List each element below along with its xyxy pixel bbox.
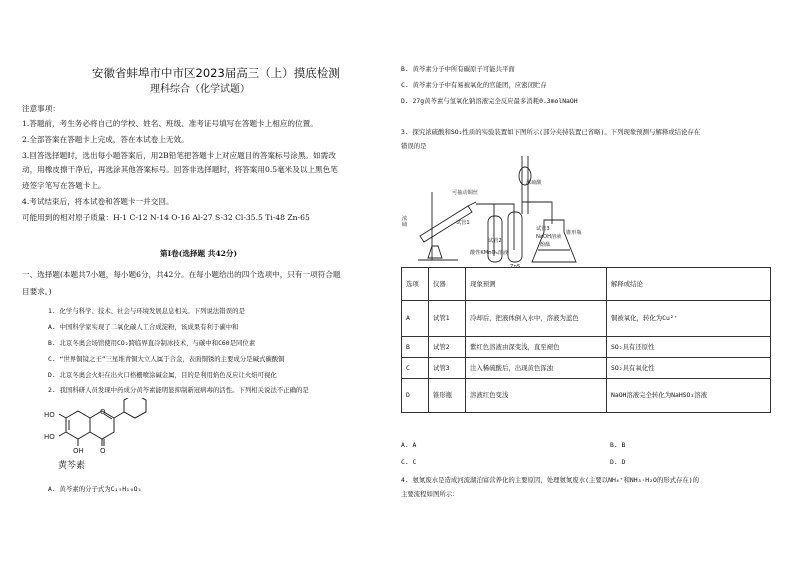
table-header-row [402, 268, 771, 301]
q2-option: A. 黄芩素的分子式为C₁₅H₁₀O₅ [48, 485, 142, 493]
table-row [402, 379, 771, 413]
table-cell: 紫红色溶液由深变浅，直至褪色 [466, 337, 607, 358]
label-phenol: 酚酞 [540, 242, 551, 248]
exam-subtitle: 理科综合（化学试题） [150, 84, 250, 95]
notice-item: 动，用橡皮擦干净后，再选涂其他答案标号。回答非选择题时，将答案用0.5毫米及以上黑色笔 [22, 165, 338, 174]
q3-answer: C. C [401, 458, 417, 466]
label-naoh: NaOH溶液 [536, 234, 562, 240]
label-kmno4: 酸性KMnO₄溶液 [470, 250, 509, 256]
label-acid: 浓硫酸 [526, 180, 542, 186]
table-cell: 铜被氧化，转化为Cu²⁺ [607, 301, 771, 337]
baicalein-label: 黄芩素 [58, 461, 86, 471]
table-cell: D [402, 379, 429, 413]
atomic-mass-line: 可能用到的相对原子质量：H-1 C-12 N-14 O-16 Al-27 S-32 Cl-35.5 Ti-48 Zn-65 [22, 213, 310, 222]
table-cell: 注入稀硫酸后，出现黄色浑浊 [466, 358, 607, 379]
header-cell: 选项 [402, 268, 429, 301]
table-cell: 溶液红色变浅 [466, 379, 607, 413]
label-flask: 锥形瓶 [566, 230, 582, 236]
table-cell: 试管2 [429, 337, 466, 358]
table-cell: SO₂具有还原性 [607, 337, 771, 358]
header-cell: 解释或结论 [607, 268, 771, 301]
table-cell: 试管1 [429, 301, 466, 337]
q4-stem: 主要流程如图所示： [401, 490, 459, 498]
q2-option: C. 黄芩素分子中有易被氧化的官能团，应密闭贮存 [401, 81, 547, 89]
instruction-line: 一、选择题(本题共7小题，每小题6分，共42分。在每小题给出的四个选项中，只有一项符合题 [22, 270, 341, 279]
q1-option: B. 北京冬奥会场馆使用CO₂跨临界直冷制冰技术，与碳中和C60是同位素 [48, 339, 256, 347]
notice-item: 迹签字笔写在答题卡上。 [22, 181, 106, 190]
q3-answer: A. A [401, 441, 417, 449]
label-stopcock: 可抽动铜丝 [452, 190, 478, 196]
header-cell: 现象预测 [466, 268, 607, 301]
q3-stem: 错误的是 [401, 142, 427, 150]
q2-option: B. 黄芩素分子中所有碳原子可能共平面 [401, 65, 515, 73]
instruction-line: 目要求。) [22, 287, 52, 296]
q4-stem: 4. 氨氮废水是造成河流湖泊富营养化的主要原因，处理氨氮废水(主要以NH₄⁺和NH₃·H₂O的形式存在)的 [401, 476, 700, 484]
svg-text:O: O [100, 408, 106, 416]
svg-text:O: O [100, 447, 106, 455]
label-tube3: 试管3 [536, 226, 550, 232]
label-sulfuric: 硫 [402, 222, 408, 228]
q1-option: C. “世界铜镜之王”三星堆青铜大立人属于合金，表面铜锈的主要成分是碱式碳酸铜 [48, 355, 285, 363]
table-row [402, 358, 771, 379]
q3-answer: B. B [610, 441, 626, 449]
q2-stem: 2. 我国科研人员发现中药成分黄芩素能明显抑制新冠病毒的活性。下列相关说法不正确的是 [48, 386, 309, 394]
apparatus-diagram [398, 150, 588, 270]
notice-item: 3.回答选择题时，选出每小题答案后，用2B铅笔把答题卡上对应题目的答案标号涂黑。如需改 [22, 151, 336, 160]
label-conc: 浓 [402, 216, 408, 222]
header-cell: 仪器 [429, 268, 466, 301]
svg-text:HO: HO [44, 433, 55, 441]
table-row [402, 337, 771, 358]
notice-item: 1.答题前，考生务必将自己的学校、姓名、班级、准考证号填写在答题卡上相应的位置。 [22, 119, 318, 128]
notice-item: 4.考试结束后，将本试卷和答题卡一并交回。 [22, 197, 174, 206]
table-cell: 试管3 [429, 358, 466, 379]
notice-heading: 注意事项： [22, 104, 60, 113]
label-tube1: 试管1 [456, 220, 470, 226]
svg-text:HO: HO [44, 411, 55, 419]
svg-text:OH: OH [73, 447, 84, 455]
table-cell: A [402, 301, 429, 337]
table-cell: SO₂具有氧化性 [607, 358, 771, 379]
q3-stem: 3. 探究浓硫酸和SO₂性质的实验装置如下图所示(部分夹持装置已省略)。下列现象预测与解释或结论存在 [401, 128, 701, 136]
label-zns: ZnS [510, 264, 521, 270]
baicalein-structure-figure [40, 398, 150, 458]
q1-stem: 1. 化学与科学、技术、社会与环境发展息息相关。下列说法错误的是 [48, 307, 245, 315]
q2-option: D. 27g黄芩素与氢氧化钠溶液完全反应最多消耗0.3molNaOH [401, 97, 578, 105]
table-cell: C [402, 358, 429, 379]
q1-option: D. 北京冬奥会火炬在出火口格栅喷涂碱金属，目的是利用焰色反应让火焰可视化 [48, 371, 277, 379]
q3-answer: D. D [610, 458, 626, 466]
table-cell: 锥形瓶 [429, 379, 466, 413]
notice-item: 2.全部答案在答题卡上完成，答在本试卷上无效。 [22, 135, 189, 144]
table-row [402, 301, 771, 337]
exam-title: 安徽省蚌埠市中市区2023届高三（上）摸底检测 [92, 66, 340, 80]
label-tube2: 试管2 [488, 238, 502, 244]
q1-option: A. 中国科学家实现了二氧化碳人工合成淀粉，该成果有利于碳中和 [48, 323, 239, 331]
table-cell: NaOH溶液完全转化为NaHSO₃溶液 [607, 379, 771, 413]
q3-options-table [401, 267, 771, 413]
section-title: 第Ⅰ卷(选择题 共42分) [160, 249, 238, 258]
table-cell: B [402, 337, 429, 358]
table-cell: 冷却后，把液体倒入水中，溶液为蓝色 [466, 301, 607, 337]
